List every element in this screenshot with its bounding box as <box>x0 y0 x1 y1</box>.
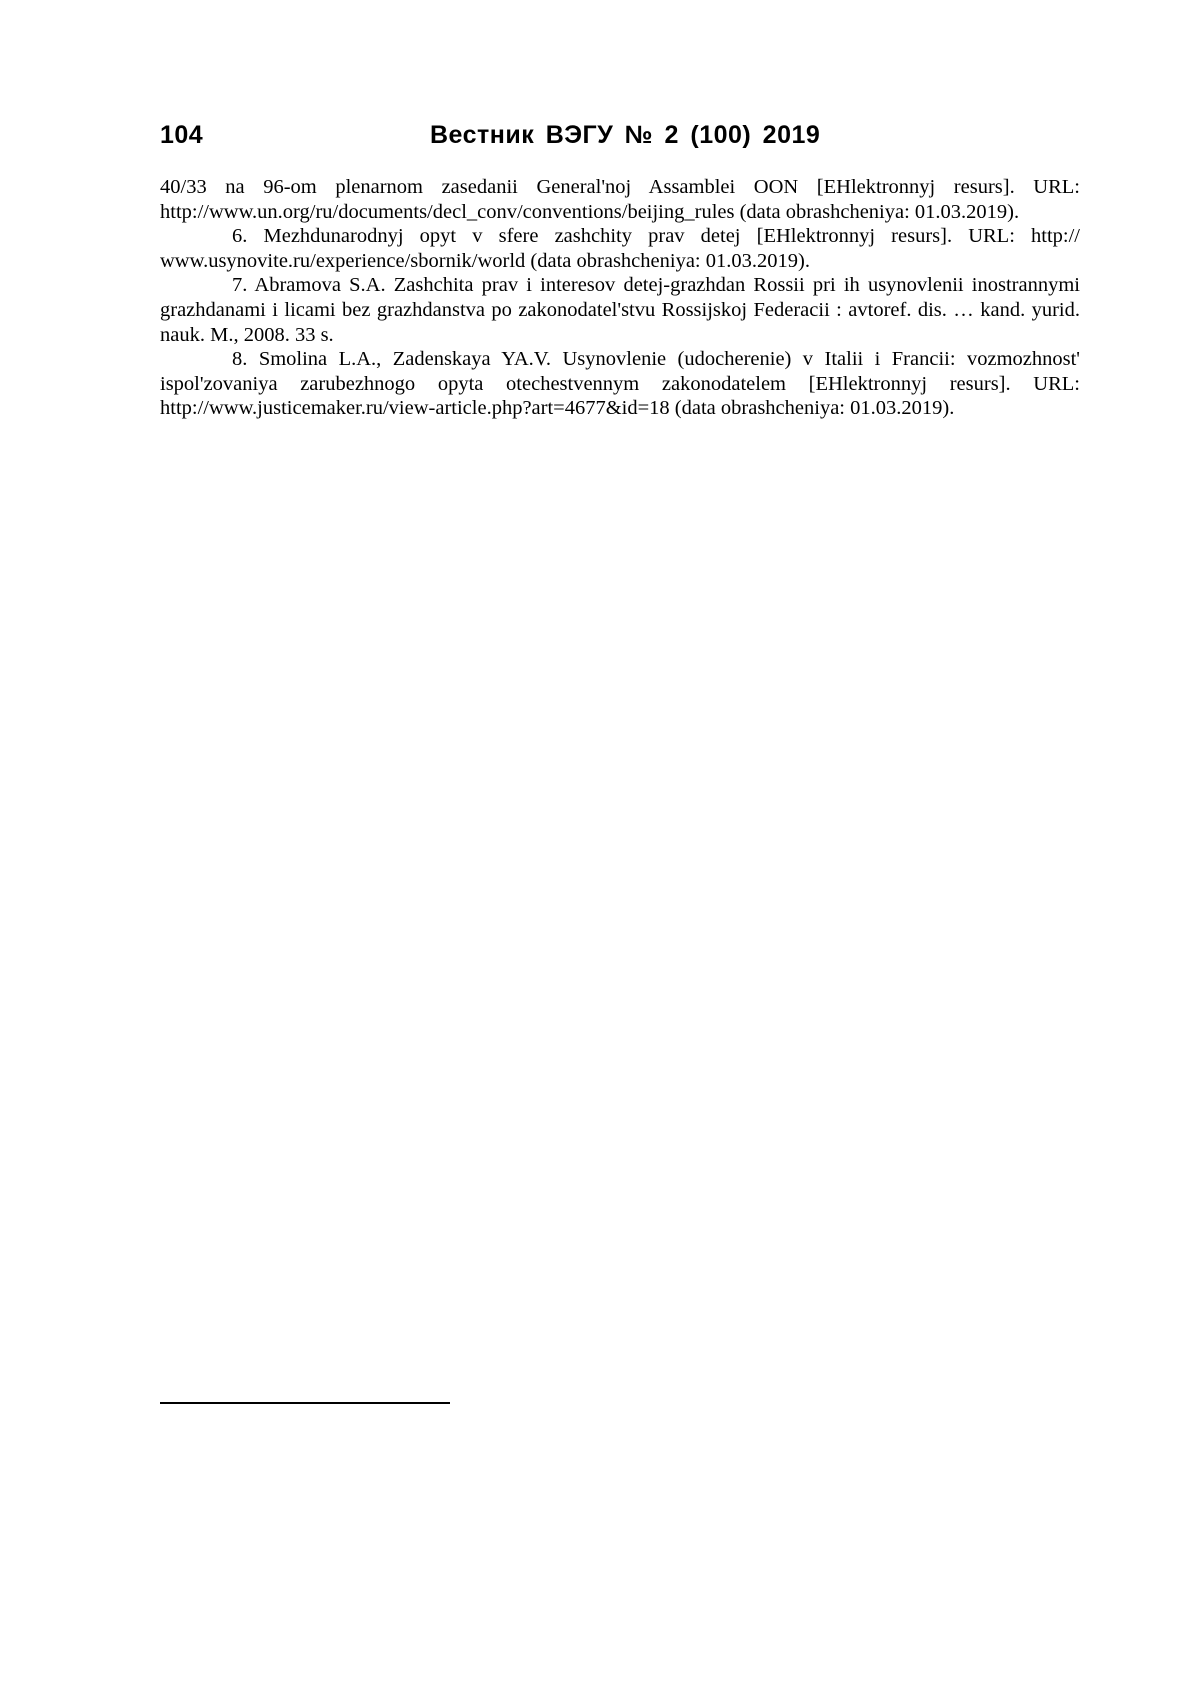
reference-item-7: 7. Abramova S.A. Zashchita prav i interesov detej-grazhdan Rossii pri ih usynovlenii inostrannymi grazhdanami i licami bez grazhdanstva po zakonodatel'stvu Rossijskoj Federacii : avtoref. dis. … kand. yurid. nauk. M., 2008. 33 s. <box>160 274 1080 346</box>
journal-title: Вестник ВЭГУ № 2 (100) 2019 <box>430 121 821 149</box>
reference-item-8: 8. Smolina L.A., Zadenskaya YA.V. Usynovlenie (udocherenie) v Italii i Francii: vozmozhnost' ispol'zovaniya zarubezhnogo opyta otechestvennym zakonodatelem [EHlektronnyj resurs]. URL: http://www.justicemaker.ru/view-article.php?art=4677&id=18 (data obrashcheniya: 01.03.2019). <box>160 348 1080 420</box>
running-head <box>160 118 1080 152</box>
footnote-separator-rule <box>160 1402 450 1404</box>
reference-list <box>160 175 1080 421</box>
page-number: 104 <box>160 121 204 149</box>
reference-item-5-continuation: 40/33 na 96-om plenarnom zasedanii General'noj Assamblei OON [EHlektronnyj resurs]. URL: http://www.un.org/ru/documents/decl_conv/conventions/beijing_rules (data obrashcheniya: 01.03.2019). <box>160 176 1080 223</box>
reference-item-6: 6. Mezhdunarodnyj opyt v sfere zashchity prav detej [EHlektronnyj resurs]. URL: http:// www.usynovite.ru/experience/sbornik/world (data obrashcheniya: 01.03.2019). <box>160 225 1080 272</box>
